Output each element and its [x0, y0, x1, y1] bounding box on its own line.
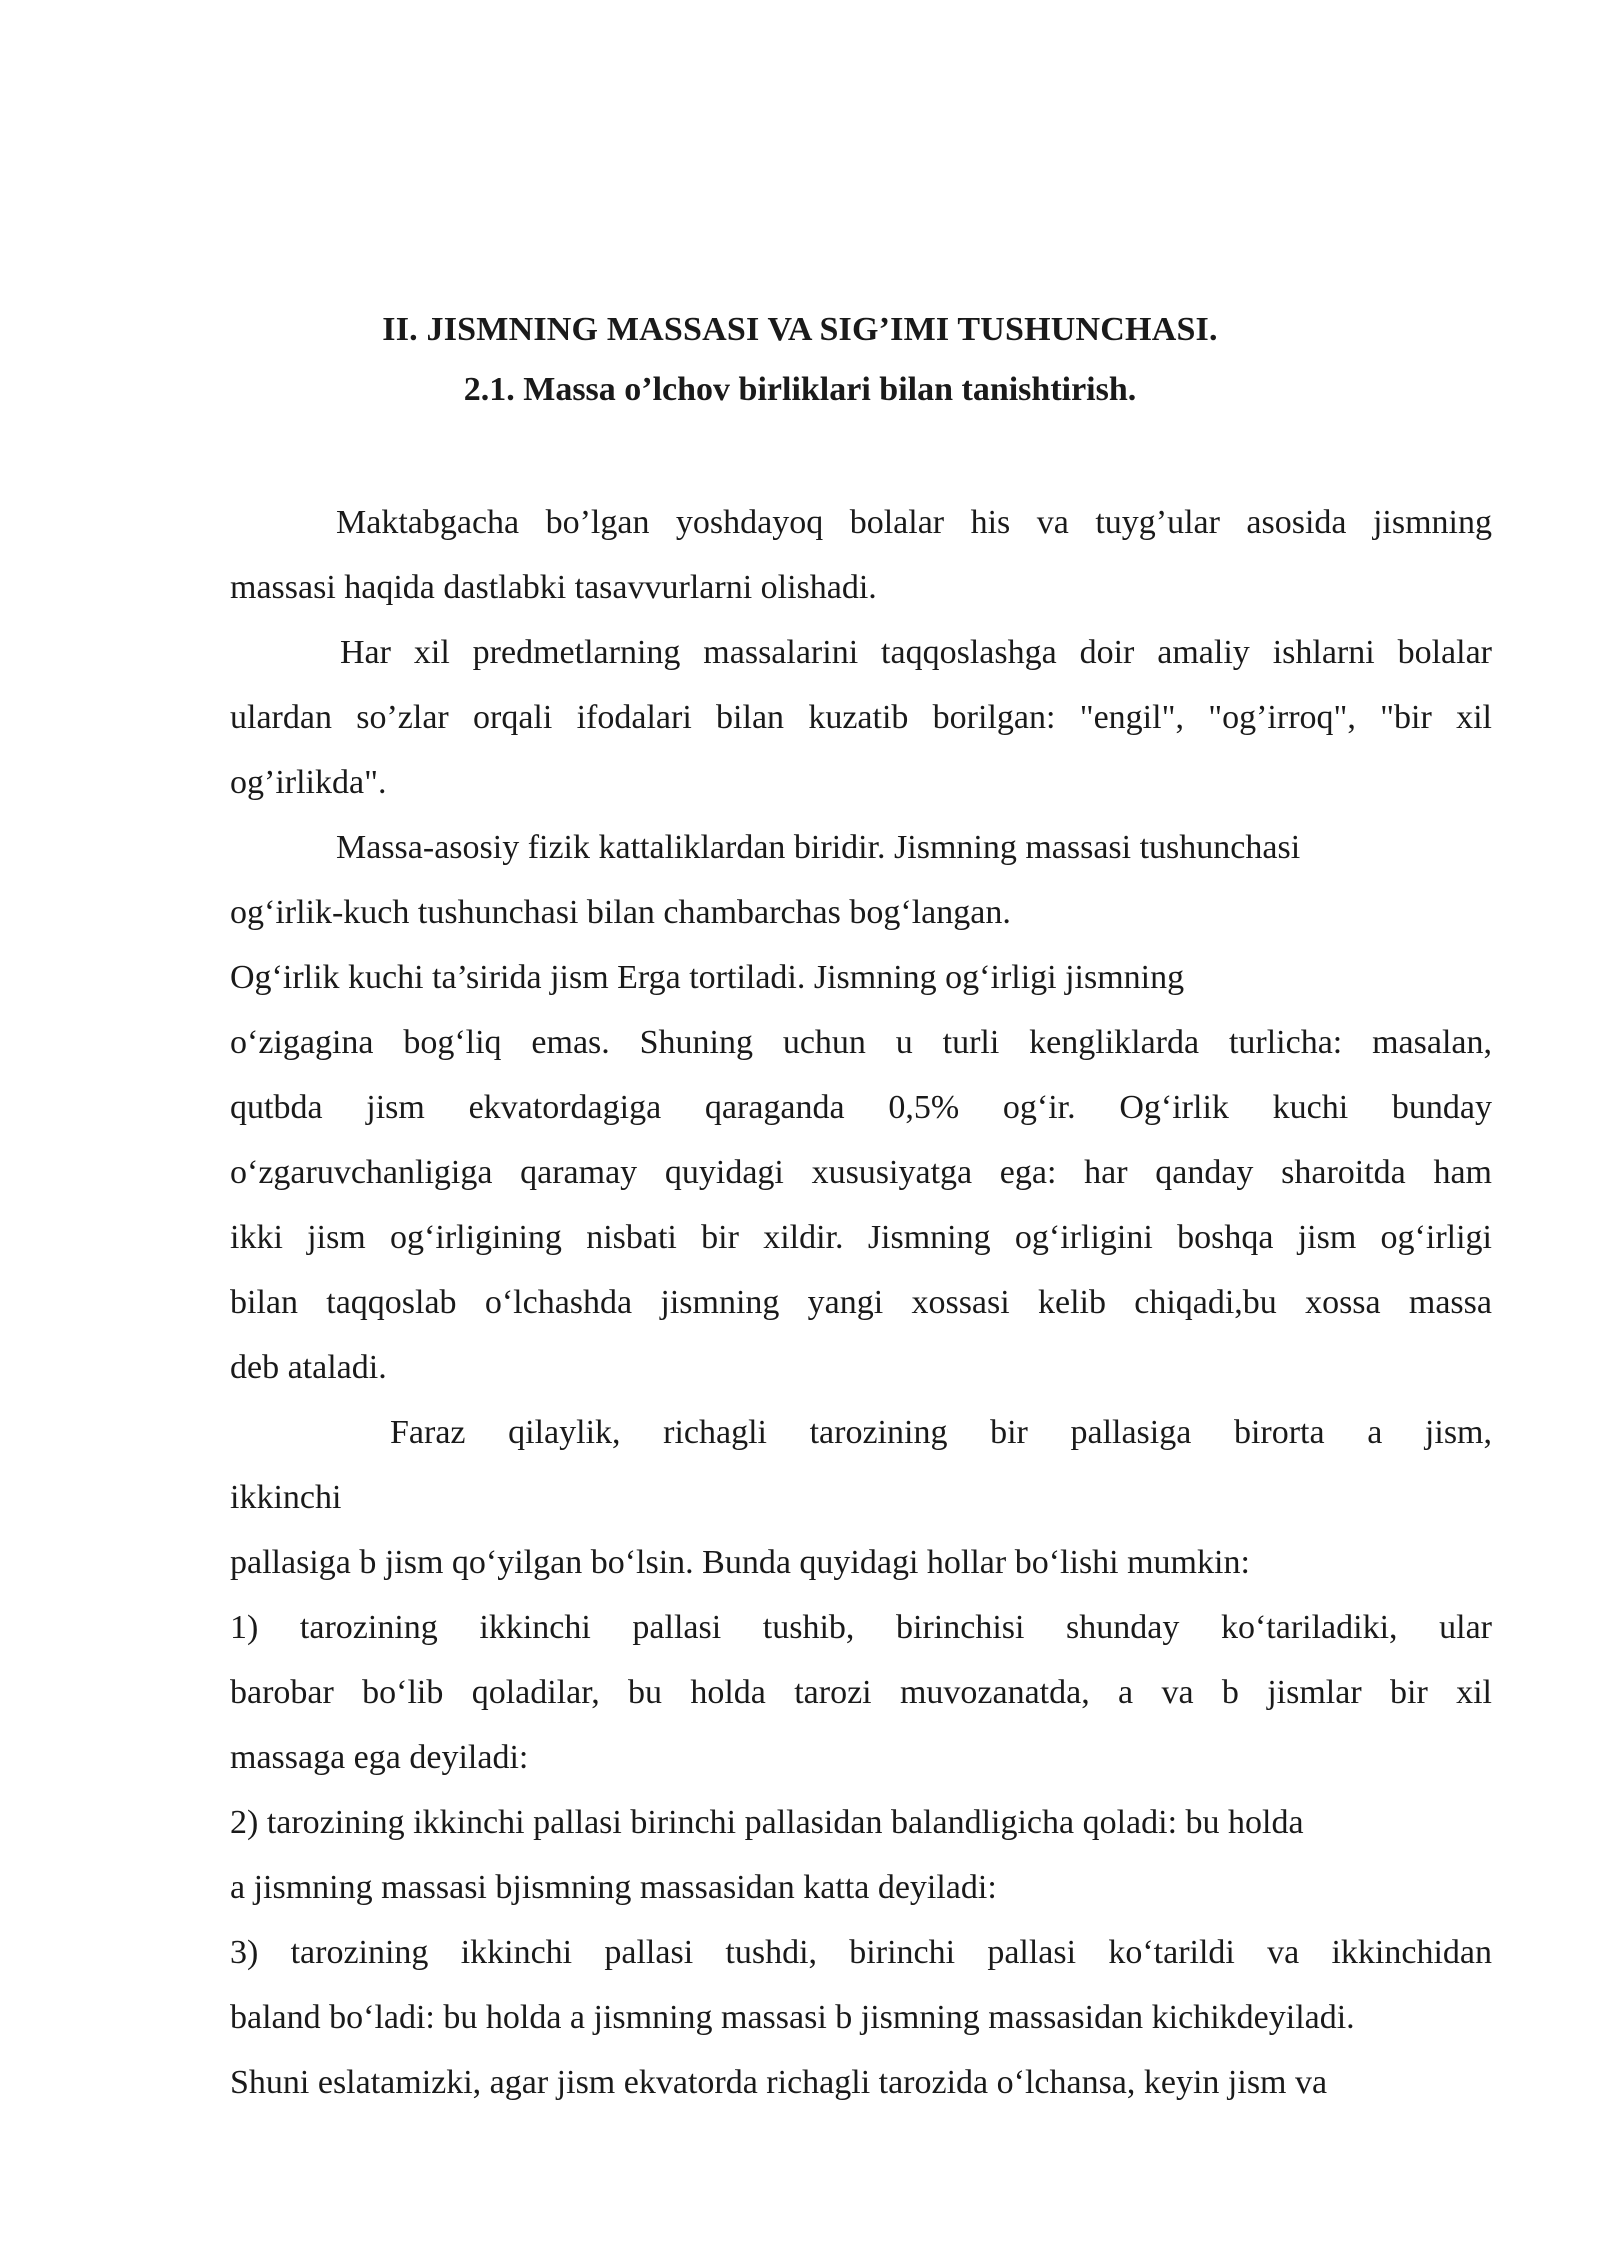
text-line: baland bo‘ladi: bu holda a jismning massasi b jismning massasidan kichikdeyiladi.	[230, 1999, 1355, 2036]
list-item-1: 1) tarozining ikkinchi pallasi tushib, birinchisi shunday ko‘tariladiki, ular	[230, 1609, 1492, 1646]
text-line: Massa-asosiy fizik kattaliklardan biridir. Jismning massasi tushunchasi	[336, 829, 1301, 866]
section-title: 2.1. Massa o’lchov birliklari bilan tanishtirish.	[463, 371, 1137, 408]
text-line: ikkinchi	[230, 1479, 342, 1516]
text-line: ikki jism og‘irligining nisbati bir xildir. Jismning og‘irligini boshqa jism og‘irligi	[230, 1219, 1492, 1256]
text-line: o‘zigagina bog‘liq emas. Shuning uchun u turli kengliklarda turlicha: masalan,	[230, 1024, 1492, 1061]
text-line: bilan taqqoslab o‘lchashda jismning yangi xossasi kelib chiqadi,bu xossa massa	[230, 1284, 1492, 1321]
chapter-title: II. JISMNING MASSASI VA SIG’IMI TUSHUNCHASI.	[382, 311, 1218, 348]
text-line: Shuni eslatamizki, agar jism ekvatorda richagli tarozida o‘lchansa, keyin jism va	[230, 2064, 1328, 2101]
text-line: pallasiga b jism qo‘yilgan bo‘lsin. Bunda quyidagi hollar bo‘lishi mumkin:	[230, 1544, 1250, 1581]
text-line: deb ataladi.	[230, 1349, 387, 1386]
list-item-3: 3) tarozining ikkinchi pallasi tushdi, birinchi pallasi ko‘tarildi va ikkinchidan	[230, 1934, 1492, 1971]
text-line: massasi haqida dastlabki tasavvurlarni olishadi.	[230, 569, 877, 606]
text-line: massaga ega deyiladi:	[230, 1739, 529, 1776]
text-line: og‘irlik-kuch tushunchasi bilan chambarchas bog‘langan.	[230, 894, 1011, 931]
text-line: Og‘irlik kuchi ta’sirida jism Erga tortiladi. Jismning og‘irligi jismning	[230, 959, 1185, 996]
text-line: o‘zgaruvchanligiga qaramay quyidagi xususiyatga ega: har qanday sharoitda ham	[230, 1154, 1492, 1191]
text-line: og’irlikda".	[230, 764, 387, 801]
body-text	[230, 490, 1492, 2115]
text-line: qutbda jism ekvatordagiga qaraganda 0,5% og‘ir. Og‘irlik kuchi bunday	[230, 1089, 1492, 1126]
text-line: Har xil predmetlarning massalarini taqqoslashga doir amaliy ishlarni bolalar	[340, 634, 1492, 671]
heading-block	[0, 300, 1600, 420]
text-line: a jismning massasi bjismning massasidan katta deyiladi:	[230, 1869, 997, 1906]
text-line: Faraz qilaylik, richagli tarozining bir pallasiga birorta a jism,	[390, 1414, 1492, 1451]
text-line: ulardan so’zlar orqali ifodalari bilan kuzatib borilgan: "engil", "og’irroq", "bir xil	[230, 699, 1492, 736]
text-line: barobar bo‘lib qoladilar, bu holda tarozi muvozanatda, a va b jismlar bir xil	[230, 1674, 1492, 1711]
text-line: Maktabgacha bo’lgan yoshdayoq bolalar his va tuyg’ular asosida jismning	[336, 504, 1492, 541]
list-item-2: 2) tarozining ikkinchi pallasi birinchi pallasidan balandligicha qoladi: bu holda	[230, 1804, 1304, 1841]
